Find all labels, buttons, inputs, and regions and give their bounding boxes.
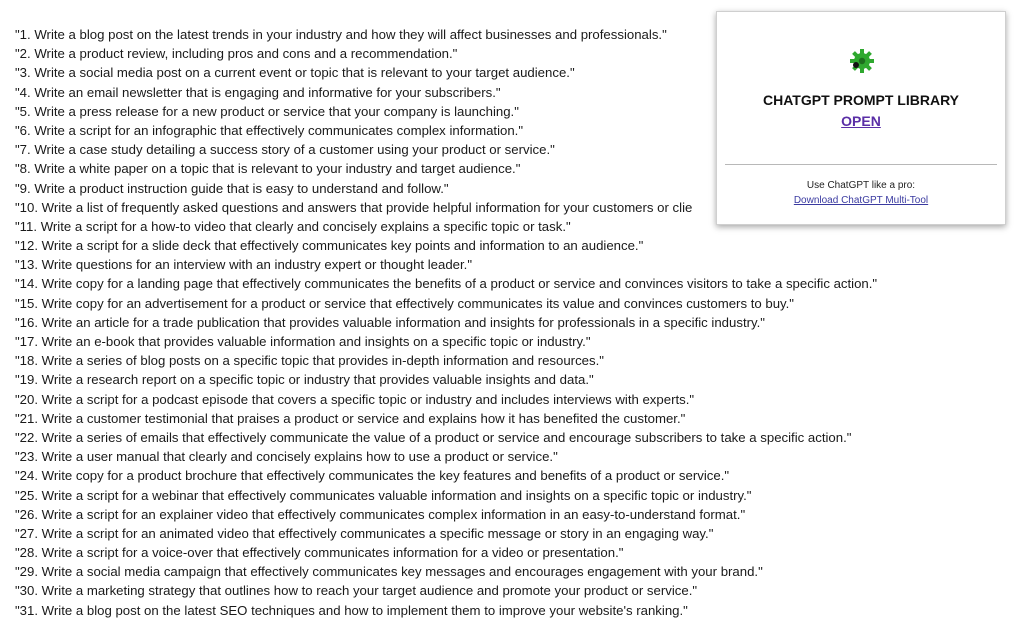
prompt-item: "3. Write a social media post on a current event or topic that is relevant to your target audience." bbox=[15, 65, 575, 81]
prompt-item: "12. Write a script for a slide deck that effectively communicates key points and information to an audience." bbox=[15, 238, 644, 254]
prompt-item: "20. Write a script for a podcast episode that covers a specific topic or industry and includes interviews with experts." bbox=[15, 391, 695, 407]
popup-divider bbox=[725, 164, 997, 165]
download-link-container bbox=[717, 195, 1005, 206]
open-link-container bbox=[717, 113, 1005, 129]
prompt-item: "17. Write an e-book that provides valuable information and insights on a specific topic or industry." bbox=[15, 334, 591, 349]
prompt-item: "18. Write a series of blog posts on a specific topic that provides in-depth information and resources." bbox=[15, 353, 604, 369]
prompt-item: "13. Write questions for an interview with an industry expert or thought leader." bbox=[15, 257, 473, 273]
prompt-item: "9. Write a product instruction guide that is easy to understand and follow." bbox=[15, 180, 449, 196]
prompt-item: "10. Write a list of frequently asked questions and answers that provide helpful information for your customers or clie bbox=[15, 199, 693, 215]
prompt-item: "15. Write copy for an advertisement for a product or service that effectively communicates its value and convinces customers to buy." bbox=[15, 295, 794, 311]
prompt-item: "27. Write a script for an animated video that effectively communicates a specific message or story in an engaging way." bbox=[15, 525, 714, 541]
prompt-item: "24. Write copy for a product brochure that effectively communicates the key features and benefits of a product or service." bbox=[15, 468, 730, 484]
prompt-item: "31. Write a blog post on the latest SEO techniques and how to implement them to improve your website's ranking." bbox=[15, 602, 688, 618]
prompt-item: "28. Write a script for a voice-over that effectively communicates information for a video or presentation." bbox=[15, 545, 624, 561]
prompt-item: "6. Write a script for an infographic that effectively communicates complex information." bbox=[15, 122, 524, 138]
prompt-item: "22. Write a series of emails that effectively communicate the value of a product or service and encourage subscribers to take a specific action." bbox=[15, 429, 852, 445]
open-link[interactable]: OPEN bbox=[841, 113, 881, 129]
prompt-item: "5. Write a press release for a new product or service that your company is launching." bbox=[15, 103, 519, 119]
prompt-library-popup bbox=[716, 11, 1006, 225]
prompt-item: "21. Write a customer testimonial that praises a product or service and explains how it has benefited the customer." bbox=[15, 410, 686, 426]
green-gear-logo-svg bbox=[847, 46, 877, 76]
prompt-item: "1. Write a blog post on the latest trends in your industry and how they will affect businesses and professionals." bbox=[15, 27, 667, 42]
prompt-item: "7. Write a case study detailing a success story of a customer using your product or service." bbox=[15, 142, 555, 158]
prompt-item: "11. Write a script for a how-to video that clearly and concisely explains a specific topic or task." bbox=[15, 218, 571, 234]
prompt-item: "8. Write a white paper on a topic that is relevant to your industry and target audience." bbox=[15, 161, 521, 177]
green-gear-logo-icon bbox=[847, 46, 877, 76]
prompt-item: "29. Write a social media campaign that effectively communicates key messages and encourages engagement with your brand." bbox=[15, 564, 763, 580]
prompt-item: "14. Write copy for a landing page that effectively communicates the benefits of a product or service and convinces visitors to take a specific action." bbox=[15, 276, 878, 292]
pro-tip-text: Use ChatGPT like a pro: bbox=[806, 180, 916, 191]
prompt-item: "19. Write a research report on a specific topic or industry that provides valuable insights and data." bbox=[15, 372, 594, 388]
gear-shape bbox=[850, 49, 874, 73]
download-multitool-link[interactable]: Download ChatGPT Multi-Tool bbox=[793, 195, 929, 206]
prompt-item: "26. Write a script for an explainer video that effectively communicates complex information in an easy-to-understand format." bbox=[15, 506, 746, 522]
prompt-item: "30. Write a marketing strategy that outlines how to reach your target audience and promote your product or service." bbox=[15, 583, 698, 599]
popup-title: CHATGPT PROMPT LIBRARY bbox=[763, 92, 959, 108]
prompt-item: "25. Write a script for a webinar that effectively communicates valuable information and insights on a specific topic or industry." bbox=[15, 487, 752, 503]
prompt-item: "23. Write a user manual that clearly and concisely explains how to use a product or service." bbox=[15, 449, 558, 465]
prompt-item: "2. Write a product review, including pros and cons and a recommendation." bbox=[15, 46, 458, 62]
prompt-item: "16. Write an article for a trade publication that provides valuable information and insights for professionals in a specific industry." bbox=[15, 314, 765, 330]
prompt-item: "4. Write an email newsletter that is engaging and informative for your subscribers." bbox=[15, 84, 501, 100]
